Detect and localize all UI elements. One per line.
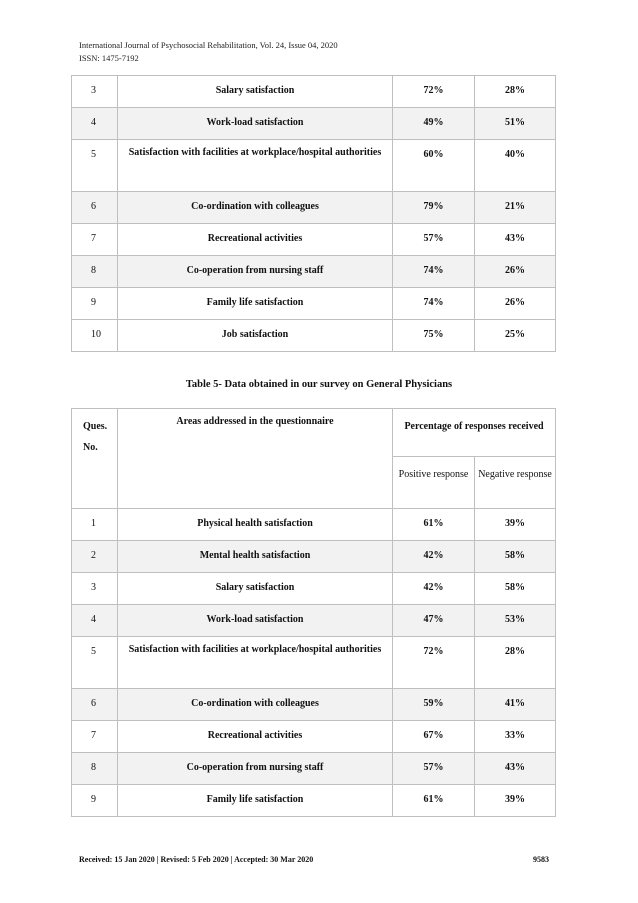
table-header-row: [72, 409, 556, 457]
negative-cell: 58%: [475, 541, 556, 573]
table-row: [72, 509, 556, 541]
positive-cell: 72%: [393, 637, 475, 689]
area-cell: Co-ordination with colleagues: [118, 192, 393, 224]
areas-header: Areas addressed in the questionnaire: [118, 409, 393, 509]
ques-no-cell: 8: [72, 256, 118, 288]
table-row: [72, 224, 556, 256]
ques-no-cell: 7: [72, 224, 118, 256]
table-row: [72, 785, 556, 817]
ques-no-cell: 9: [72, 785, 118, 817]
negative-cell: 21%: [475, 192, 556, 224]
issn: ISSN: 1475-7192: [79, 53, 139, 63]
footer-dates: Received: 15 Jan 2020 | Revised: 5 Feb 2020 | Accepted: 30 Mar 2020: [79, 855, 314, 864]
table-row: [72, 320, 556, 352]
positive-cell: 67%: [393, 721, 475, 753]
positive-cell: 42%: [393, 541, 475, 573]
ques-no-cell: 4: [72, 605, 118, 637]
journal-header: [79, 39, 338, 65]
table-row: [72, 256, 556, 288]
positive-cell: 42%: [393, 573, 475, 605]
positive-cell: 49%: [393, 108, 475, 140]
ques-no-cell: 5: [72, 140, 118, 192]
area-cell: Co-operation from nursing staff: [118, 256, 393, 288]
negative-cell: 28%: [475, 637, 556, 689]
area-cell: Co-operation from nursing staff: [118, 753, 393, 785]
negative-cell: 39%: [475, 509, 556, 541]
percentage-header: Percentage of responses received: [393, 409, 556, 457]
positive-cell: 61%: [393, 509, 475, 541]
ques-no-cell: 5: [72, 637, 118, 689]
ques-no-cell: 3: [72, 573, 118, 605]
ques-no-cell: 1: [72, 509, 118, 541]
area-cell: Co-ordination with colleagues: [118, 689, 393, 721]
ques-no-header: Ques. No.: [72, 409, 118, 509]
area-cell: Recreational activities: [118, 721, 393, 753]
area-cell: Family life satisfaction: [118, 785, 393, 817]
negative-cell: 40%: [475, 140, 556, 192]
negative-cell: 51%: [475, 108, 556, 140]
table-row: [72, 288, 556, 320]
negative-cell: 28%: [475, 76, 556, 108]
area-cell: Satisfaction with facilities at workplace/hospital authorities: [118, 637, 393, 689]
area-cell: Satisfaction with facilities at workplace/hospital authorities: [118, 140, 393, 192]
area-cell: Recreational activities: [118, 224, 393, 256]
table-row: [72, 605, 556, 637]
table-continued: [71, 75, 556, 352]
negative-cell: 41%: [475, 689, 556, 721]
area-cell: Physical health satisfaction: [118, 509, 393, 541]
positive-header: Positive response: [393, 457, 475, 509]
ques-no-cell: 10: [72, 320, 118, 352]
negative-header: Negative response: [475, 457, 556, 509]
page-number: 9583: [533, 855, 549, 864]
positive-cell: 74%: [393, 256, 475, 288]
area-cell: Work-load satisfaction: [118, 605, 393, 637]
ques-no-cell: 7: [72, 721, 118, 753]
table-row: [72, 573, 556, 605]
table-row: [72, 689, 556, 721]
table-row: [72, 721, 556, 753]
table-row: [72, 541, 556, 573]
ques-no-cell: 9: [72, 288, 118, 320]
positive-cell: 79%: [393, 192, 475, 224]
positive-cell: 47%: [393, 605, 475, 637]
table-5-caption: Table 5- Data obtained in our survey on General Physicians: [185, 379, 453, 390]
positive-cell: 60%: [393, 140, 475, 192]
area-cell: Job satisfaction: [118, 320, 393, 352]
journal-title: International Journal of Psychosocial Rehabilitation, Vol. 24, Issue 04, 2020: [79, 40, 338, 50]
negative-cell: 58%: [475, 573, 556, 605]
negative-cell: 25%: [475, 320, 556, 352]
ques-no-cell: 3: [72, 76, 118, 108]
positive-cell: 59%: [393, 689, 475, 721]
positive-cell: 74%: [393, 288, 475, 320]
area-cell: Work-load satisfaction: [118, 108, 393, 140]
positive-cell: 57%: [393, 753, 475, 785]
negative-cell: 26%: [475, 288, 556, 320]
negative-cell: 33%: [475, 721, 556, 753]
negative-cell: 39%: [475, 785, 556, 817]
area-cell: Mental health satisfaction: [118, 541, 393, 573]
area-cell: Family life satisfaction: [118, 288, 393, 320]
ques-no-cell: 6: [72, 192, 118, 224]
area-cell: Salary satisfaction: [118, 76, 393, 108]
ques-no-cell: 8: [72, 753, 118, 785]
positive-cell: 75%: [393, 320, 475, 352]
negative-cell: 26%: [475, 256, 556, 288]
table-row: [72, 192, 556, 224]
table-row: [72, 76, 556, 108]
ques-no-cell: 2: [72, 541, 118, 573]
negative-cell: 43%: [475, 753, 556, 785]
positive-cell: 61%: [393, 785, 475, 817]
negative-cell: 53%: [475, 605, 556, 637]
table-row: [72, 140, 556, 192]
ques-no-cell: 4: [72, 108, 118, 140]
negative-cell: 43%: [475, 224, 556, 256]
table-row: [72, 637, 556, 689]
ques-no-cell: 6: [72, 689, 118, 721]
table-5: [71, 408, 556, 817]
table-row: [72, 108, 556, 140]
positive-cell: 57%: [393, 224, 475, 256]
positive-cell: 72%: [393, 76, 475, 108]
table-row: [72, 753, 556, 785]
area-cell: Salary satisfaction: [118, 573, 393, 605]
